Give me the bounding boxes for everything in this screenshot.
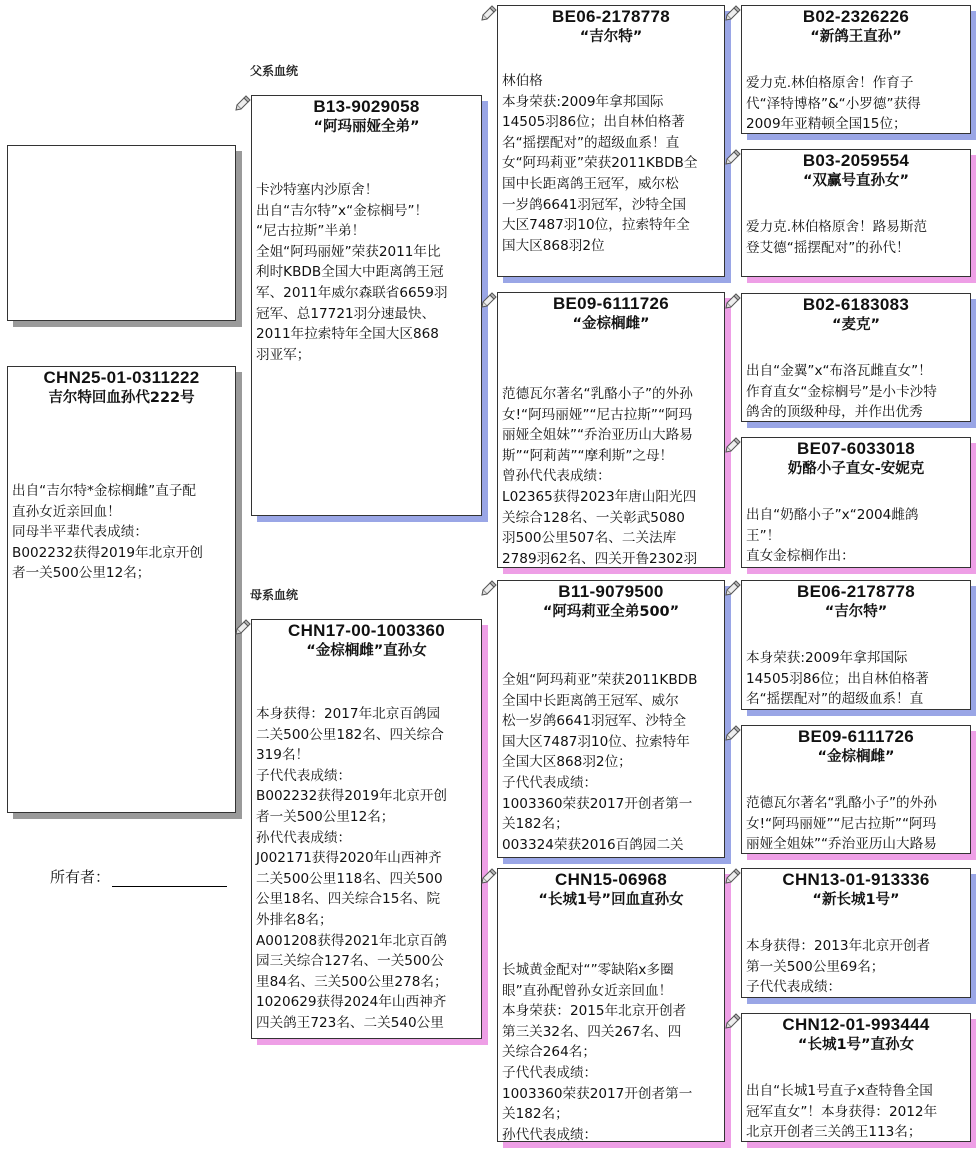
dam-card[interactable] <box>251 619 482 1039</box>
pigeon-description: 范德瓦尔著名“乳酪小子”的外孙 女!“阿玛丽娅”“尼古拉斯”“阿玛 丽娅全姐妹”“乔治亚历山大路易 斯”“阿莉茜”“摩利斯”之母！ 曾孙代代表成绩： L02365获得2023年唐山阳光四 关综合128名、一关彰武5080 羽500公里507名、二关法库 2789羽62名、四关开鲁2302羽 <box>502 386 698 567</box>
pigeon-description: 出自“金翼”x“布洛瓦雌直女”！ 作育直女“金棕榈号”是小卡沙特 鸽舍的顶级种母，并作出优秀 <box>746 363 937 421</box>
pigeon-name: “金棕榈雌”直孙女 <box>306 643 427 659</box>
pigeon-name: “阿玛丽娅全弟” <box>313 119 420 135</box>
pigeon-name: “长城1号”回血直孙女 <box>538 892 684 908</box>
edit-pencil-icon[interactable] <box>725 580 741 596</box>
owner-field[interactable] <box>50 866 227 887</box>
edit-pencil-icon[interactable] <box>725 149 741 165</box>
pigeon-name: “吉尔特” <box>824 604 888 620</box>
ring-number: BE07-6033018 <box>797 439 915 458</box>
edit-pencil-icon[interactable] <box>481 868 497 884</box>
pigeon-name: 奶酪小子直女-安妮克 <box>787 461 925 477</box>
great-grandparent-card[interactable] <box>741 725 971 854</box>
ring-number: CHN13-01-913336 <box>782 870 930 889</box>
edit-pencil-icon[interactable] <box>481 5 497 21</box>
great-grandparent-card[interactable] <box>741 1013 971 1142</box>
photo-placeholder[interactable] <box>7 145 236 321</box>
ring-number: B13-9029058 <box>313 97 420 116</box>
ring-number: BE06-2178778 <box>797 582 915 601</box>
ring-number: B02-6183083 <box>802 295 910 314</box>
pigeon-description: 卡沙特塞内沙原舍！ 出自“吉尔特”x“金棕榈号”！ “尼古拉斯”半弟！ 全姐“阿玛丽娅”荣获2011年比 利时KBDB全国大中距离鸽王冠 军、2011年威尔森联省6659羽 冠军、总17721羽分速最快、 2011年拉索特年全国大区868 羽亚军； <box>256 182 448 363</box>
pigeon-name: “金棕榈雌” <box>572 316 650 332</box>
great-grandparent-card[interactable] <box>741 5 971 134</box>
edit-pencil-icon[interactable] <box>235 95 251 111</box>
pigeon-description: 林伯格 本身荣获:2009年拿邦国际 14505羽86位；出自林伯格著 名“摇摆配对”的超级血系！直 女“阿玛莉亚”荣获2011KBDB全 国中长距离鸽王冠军，威尔松 一岁鸽6641羽冠军，沙特全国 大区7487羽10位，拉索特年全 国大区868羽2位 <box>502 73 698 254</box>
pigeon-description: 爱力克.林伯格原舍！作育子 代“泽特博格”&“小罗德”获得 2009年亚精顿全国15位； <box>746 75 921 133</box>
pigeon-description: 长城黄金配对“”零缺陷x多圈 眼”直孙配曾孙女近亲回血！ 本身荣获：2015年北京开创者 第三关32名、四关267名、四 关综合264名； 子代代表成绩： 1003360荣获2017开创者第一 关182名； 孙代代表成绩： <box>502 962 693 1142</box>
pigeon-description: 爱力克.林伯格原舍！路易斯范 登艾德“摇摆配对”的孙代！ <box>746 219 928 256</box>
ring-number: B11-9079500 <box>558 582 664 601</box>
pigeon-description: 出自“长城1号直子x查特鲁全国 冠军直女”！本身获得：2012年 北京开创者三关鸽王113名； <box>746 1083 938 1141</box>
edit-pencil-icon[interactable] <box>481 580 497 596</box>
great-grandparent-card[interactable] <box>741 437 971 568</box>
ring-number: CHN25-01-0311222 <box>43 368 200 387</box>
edit-pencil-icon[interactable] <box>725 1013 741 1029</box>
pigeon-name: “麦克” <box>831 317 881 333</box>
edit-pencil-icon[interactable] <box>725 868 741 884</box>
subject-pigeon-card[interactable] <box>7 366 236 813</box>
granddam-maternal-card[interactable] <box>497 868 725 1142</box>
great-grandparent-card[interactable] <box>741 149 971 277</box>
pigeon-description: 本身荣获:2009年拿邦国际 14505羽86位；出自林伯格著 名“摇摆配对”的超级血系！直 <box>746 650 929 708</box>
pigeon-name: “新长城1号” <box>812 892 900 908</box>
pigeon-name: “双赢号直孙女” <box>802 173 910 189</box>
edit-pencil-icon[interactable] <box>235 619 251 635</box>
pigeon-name: “阿玛莉亚全弟500” <box>542 604 680 620</box>
ring-number: B03-2059554 <box>802 151 910 170</box>
pigeon-name: 吉尔特回血孙代222号 <box>48 390 195 406</box>
sire-line-label: 父系血统 <box>250 64 299 78</box>
pigeon-description: 本身获得：2017年北京百鸽园 二关500公里182名、四关综合 319名！ 子代代表成绩： B002232获得2019年北京开创 者一关500公里12名； 孙代代表成绩： J002171获得2020年山西神齐 二关500公里118名、四关500 公里18名、四关综合15名、院 外排名8名； A001208获得2021年北京百鸽 园三关综合127名、一关500公 里84名、三关500公里278名； 1020629获得2024年山西神齐 四关鸽王723名、二关540公里 <box>256 706 448 1031</box>
ring-number: BE09-6111726 <box>797 727 915 746</box>
pigeon-name: “吉尔特” <box>579 29 643 45</box>
ring-number: CHN15-06968 <box>555 870 667 889</box>
edit-pencil-icon[interactable] <box>481 292 497 308</box>
owner-underline[interactable] <box>112 870 227 887</box>
sire-card[interactable] <box>251 95 482 516</box>
pigeon-description: 出自“奶酪小子”x“2004雌鸽 王”！ 直女金棕榈作出： <box>746 507 919 565</box>
edit-pencil-icon[interactable] <box>725 5 741 21</box>
dam-line-label: 母系血统 <box>250 588 299 602</box>
ring-number: CHN12-01-993444 <box>782 1015 930 1034</box>
ring-number: BE06-2178778 <box>552 7 670 26</box>
pigeon-name: “金棕榈雌” <box>817 749 895 765</box>
great-grandparent-card[interactable] <box>741 293 971 422</box>
pigeon-description: 本身获得：2013年北京开创者 第一关500公里69名； 子代代表成绩： <box>746 938 931 996</box>
pigeon-description: 范德瓦尔著名“乳酪小子”的外孙 女!“阿玛丽娅”“尼古拉斯”“阿玛 丽娅全姐妹”“乔治亚历山大路易 <box>746 795 937 853</box>
great-grandparent-card[interactable] <box>741 868 971 998</box>
grandsire-maternal-card[interactable] <box>497 580 725 858</box>
great-grandparent-card[interactable] <box>741 580 971 710</box>
pigeon-description: 全姐“阿玛莉亚”荣获2011KBDB 全国中长距离鸽王冠军、威尔 松一岁鸽6641羽冠军、沙特全 国大区7487羽10位、拉索特年 全国大区868羽2位； 子代代表成绩： 1003360荣获2017开创者第一 关182名； 003324荣获2016百鸽园二关 <box>502 672 698 853</box>
granddam-paternal-card[interactable] <box>497 292 725 568</box>
grandsire-paternal-card[interactable] <box>497 5 725 277</box>
owner-label: 所有者： <box>50 868 111 886</box>
pigeon-name: “新鸽王直孙” <box>810 29 902 45</box>
pigeon-description: 出自“吉尔特*金棕榈雌”直子配 直孙女近亲回血！ 同母半平辈代表成绩： B002232获得2019年北京开创 者一关500公里12名； <box>12 483 203 582</box>
edit-pencil-icon[interactable] <box>725 293 741 309</box>
ring-number: B02-2326226 <box>802 7 910 26</box>
pigeon-name: “长城1号”直孙女 <box>797 1037 915 1053</box>
edit-pencil-icon[interactable] <box>725 437 741 453</box>
ring-number: CHN17-00-1003360 <box>288 621 445 640</box>
ring-number: BE09-6111726 <box>552 294 670 313</box>
edit-pencil-icon[interactable] <box>725 725 741 741</box>
